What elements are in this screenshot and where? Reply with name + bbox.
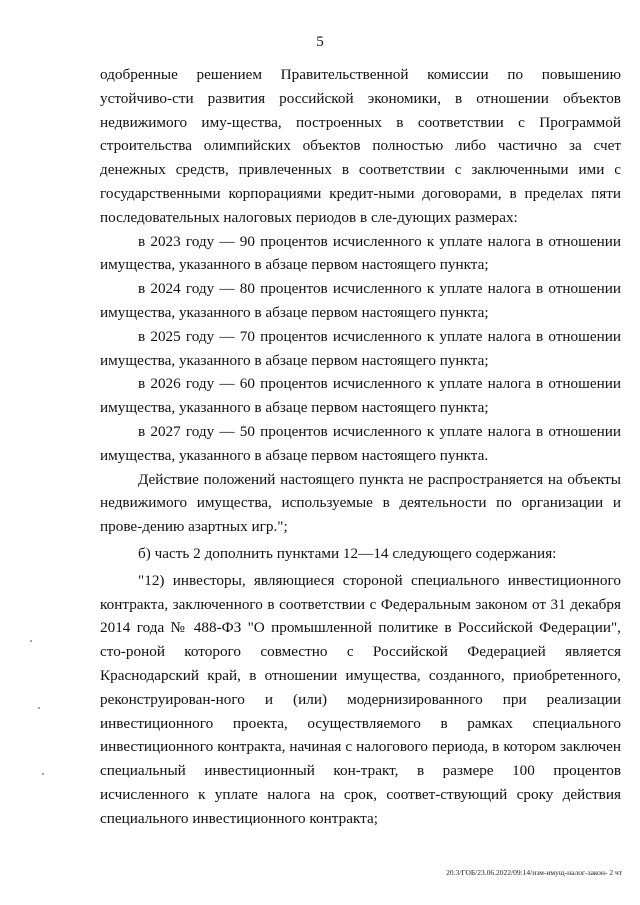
paragraph-part-2-amendment: б) часть 2 дополнить пунктами 12—14 следующего содержания: bbox=[138, 544, 557, 562]
paragraph-2027-rate: в 2027 году — 50 процентов исчисленного к уплате налога в отношении имущества, указанного в абзаце первом настоящего пункта. bbox=[100, 422, 621, 464]
document-body bbox=[100, 63, 621, 831]
footer-document-code: 20.3/ГОБ/23.06.2022/09:14/изм-имущ-налог-закон- 2 чт bbox=[446, 868, 622, 877]
paragraph-intro-continuation: одобренные решением Правительственной комиссии по повышению устойчиво-сти развития российской экономики, в отношении объектов недвижимого иму-щества, построенных в соответствии с Программой строительства олимпийских объектов полностью либо частично за счет денежных средств, привлеченных в соответствии с заключенными ими с государственными корпорациями кредит-ными договорами, в пределах пяти последовательных налоговых периодов в сле-дующих размерах: bbox=[100, 66, 621, 226]
page-number: 5 bbox=[316, 34, 324, 50]
paragraph-exclusion: Действие положений настоящего пункта не распространяется на объекты недвижимого имущества, используемые в деятельности по организации и прове-дению азартных игр."; bbox=[100, 470, 621, 536]
paragraph-2026-rate: в 2026 году — 60 процентов исчисленного к уплате налога в отношении имущества, указанного в абзаце первом настоящего пункта; bbox=[100, 375, 621, 417]
paragraph-item-12: "12) инвесторы, являющиеся стороной специального инвестиционного контракта, заключенного в соответствии с Федеральным законом от 31 декабря 2014 года № 488-ФЗ "О промышленной политике в Российской Федерации", сто-роной которого совместно с Российской Федерацией является Краснодарский край, в отношении имущества, созданного, приобретенного, реконструирован-ного и (или) модернизированного при реализации инвестиционного проекта, осуществляемого в рамках специального инвестиционного контракта, начиная с налогового периода, в котором заключен специальный инвестиционный кон-тракт, в размере 100 процентов исчисленного к уплате налога на срок, соответ-ствующий сроку действия специального инвестиционного контракта; bbox=[100, 571, 621, 827]
paragraph-2024-rate: в 2024 году — 80 процентов исчисленного к уплате налога в отношении имущества, указанного в абзаце первом настоящего пункта; bbox=[100, 280, 621, 321]
paragraph-2025-rate: в 2025 году — 70 процентов исчисленного к уплате налога в отношении имущества, указанного в абзаце первом настоящего пункта; bbox=[100, 327, 621, 369]
paragraph-2023-rate: в 2023 году — 90 процентов исчисленного к уплате налога в отношении имущества, указанного в абзаце первом настоящего пункта; bbox=[100, 232, 621, 274]
